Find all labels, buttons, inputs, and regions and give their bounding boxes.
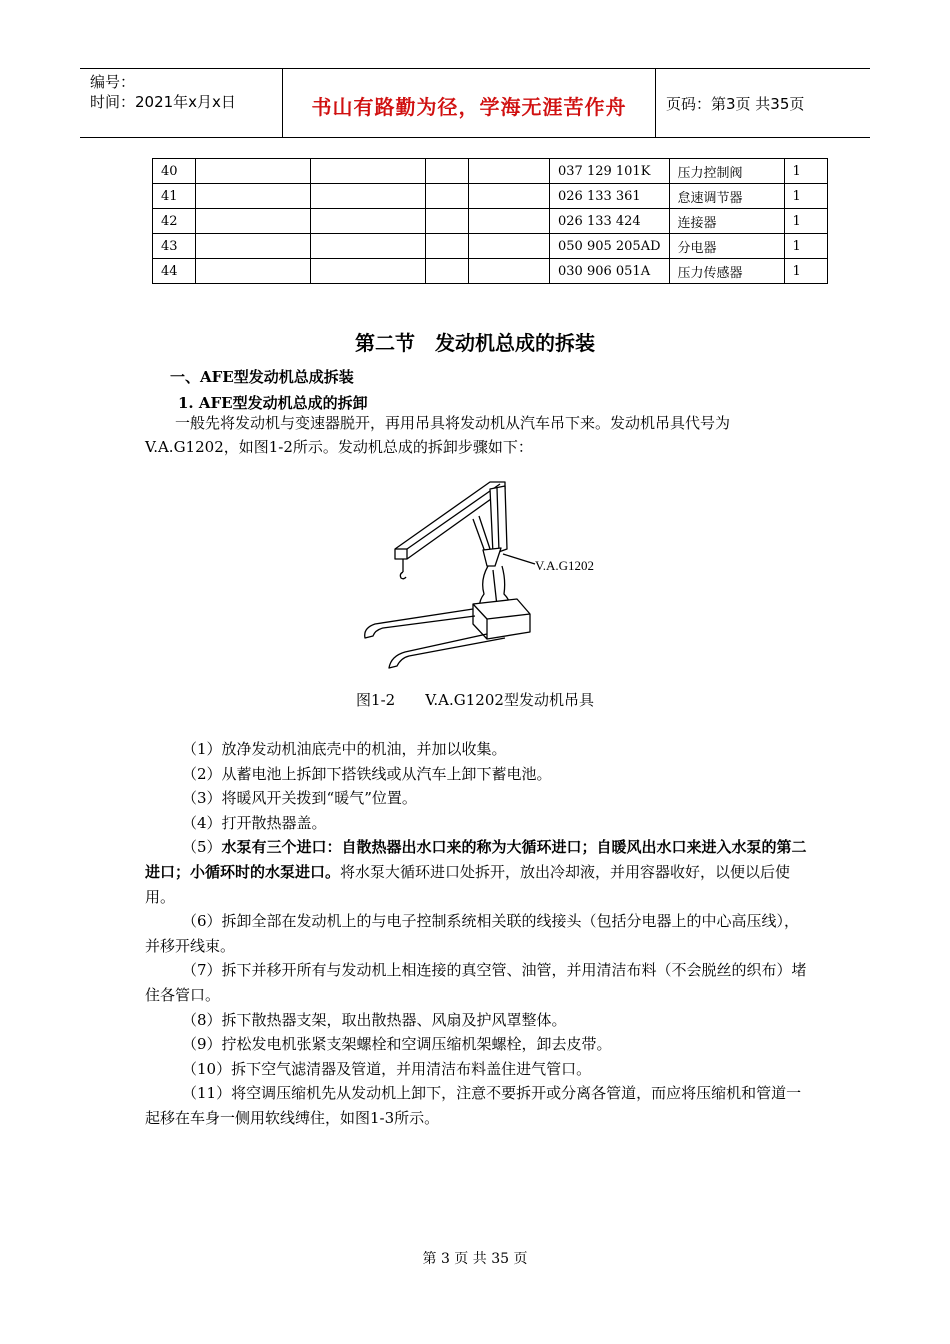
- section-title: 第二节 发动机总成的拆装: [355, 331, 595, 355]
- table-cell: [311, 234, 426, 259]
- engine-crane-figure: [355, 474, 615, 674]
- step-5-text: 将水泵大循环进口处拆开，放出冷却液，并用容器收好，以便以后使用。: [145, 862, 791, 906]
- step-2: （2）从蓄电池上拆卸下搭铁线或从汽车上卸下蓄电池。: [182, 764, 552, 783]
- figure-caption: 图1-2 V.A.G1202型发动机吊具: [356, 691, 594, 709]
- table-cell: [311, 209, 426, 234]
- table-cell: [196, 159, 311, 184]
- table-cell: [311, 159, 426, 184]
- table-cell: [196, 259, 311, 284]
- table-row: [153, 209, 828, 234]
- table-cell: 1: [784, 209, 827, 234]
- table-cell: 42: [153, 209, 196, 234]
- table-cell: 43: [153, 234, 196, 259]
- table-cell: [469, 234, 550, 259]
- table-cell: 026 133 424: [550, 209, 670, 234]
- table-cell: 026 133 361: [550, 184, 670, 209]
- step-10: （10）拆下空气滤清器及管道，并用清洁布料盖住进气管口。: [182, 1059, 592, 1078]
- step-7: （7）拆下并移开所有与发动机上相连接的真空管、油管，并用清洁布料（不会脱丝的织布）堵住各管口。: [145, 961, 807, 1004]
- table-row: [153, 184, 828, 209]
- step-5-bold-text: 水泵有三个进口：自散热器出水口来的称为大循环进口；自暖风出水口来进入水泵的第二进口；小循环时的水泵进口。: [145, 838, 807, 881]
- header-meta-cell: [80, 69, 283, 137]
- disassembly-steps: [145, 737, 811, 1131]
- table-cell: [426, 209, 469, 234]
- table-cell: 40: [153, 159, 196, 184]
- table-cell: [469, 209, 550, 234]
- step-6: （6）拆卸全部在发动机上的与电子控制系统相关联的线接头（包括分电器上的中心高压线），并移开线束。: [145, 912, 800, 955]
- table-cell: [426, 259, 469, 284]
- table-cell: [426, 159, 469, 184]
- table-cell: [426, 184, 469, 209]
- number-label: 编号：: [90, 73, 136, 91]
- table-cell: 44: [153, 259, 196, 284]
- step-5: [145, 835, 811, 909]
- intro-paragraph: [145, 411, 811, 459]
- table-cell: 1: [784, 259, 827, 284]
- table-cell: [311, 184, 426, 209]
- table-cell: [311, 259, 426, 284]
- header-motto-cell: [283, 69, 656, 137]
- subheading-2: 1. AFE型发动机总成的拆卸: [178, 394, 368, 412]
- table-cell: 压力控制阀: [669, 159, 784, 184]
- table-cell: 压力传感器: [669, 259, 784, 284]
- page-header: [80, 68, 870, 138]
- table-cell: [469, 184, 550, 209]
- table-cell: 连接器: [669, 209, 784, 234]
- table-cell: 1: [784, 159, 827, 184]
- step-3: （3）将暖风开关拨到“暖气”位置。: [182, 789, 417, 808]
- motto: 书山有路勤为径，学海无涯苦作舟: [311, 95, 627, 119]
- table-row: [153, 259, 828, 284]
- table-cell: [469, 159, 550, 184]
- table-cell: [469, 259, 550, 284]
- parts-table: [152, 158, 828, 284]
- step-5-number: （5）: [182, 838, 222, 857]
- step-4: （4）打开散热器盖。: [182, 813, 327, 832]
- step-9: （9）拧松发电机张紧支架螺栓和空调压缩机架螺栓，卸去皮带。: [182, 1035, 612, 1054]
- intro-text: 一般先将发动机与变速器脱开，再用吊具将发动机从汽车吊下来。发动机吊具代号为V.A.G1202，如图1-2所示。发动机总成的拆卸步骤如下：: [145, 414, 731, 456]
- time-label: 时间：2021年x月x日: [90, 93, 236, 111]
- header-page-cell: [656, 69, 870, 137]
- table-row: [153, 159, 828, 184]
- table-cell: 030 906 051A: [550, 259, 670, 284]
- figure-callout: V.A.G1202: [535, 558, 594, 573]
- table-cell: 037 129 101K: [550, 159, 670, 184]
- table-cell: 怠速调节器: [669, 184, 784, 209]
- table-cell: 1: [784, 184, 827, 209]
- crane-drawing: [355, 474, 615, 674]
- table-cell: 050 905 205AD: [550, 234, 670, 259]
- subheading-1: 一、AFE型发动机总成拆装: [170, 368, 354, 386]
- page-info: 页码：第3页 共35页: [666, 95, 805, 113]
- table-row: [153, 234, 828, 259]
- table-cell: [196, 184, 311, 209]
- step-8: （8）拆下散热器支架，取出散热器、风扇及护风罩整体。: [182, 1010, 567, 1029]
- table-cell: [196, 234, 311, 259]
- step-11: （11）将空调压缩机先从发动机上卸下，注意不要拆开或分离各管道，而应将压缩机和管道一起移在车身一侧用软线缚住，如图1-3所示。: [145, 1084, 802, 1127]
- table-cell: [426, 234, 469, 259]
- table-cell: 分电器: [669, 234, 784, 259]
- step-1: （1）放净发动机油底壳中的机油，并加以收集。: [182, 740, 507, 758]
- page-footer: 第 3 页 共 35 页: [422, 1251, 528, 1267]
- table-cell: [196, 209, 311, 234]
- table-cell: 1: [784, 234, 827, 259]
- table-cell: 41: [153, 184, 196, 209]
